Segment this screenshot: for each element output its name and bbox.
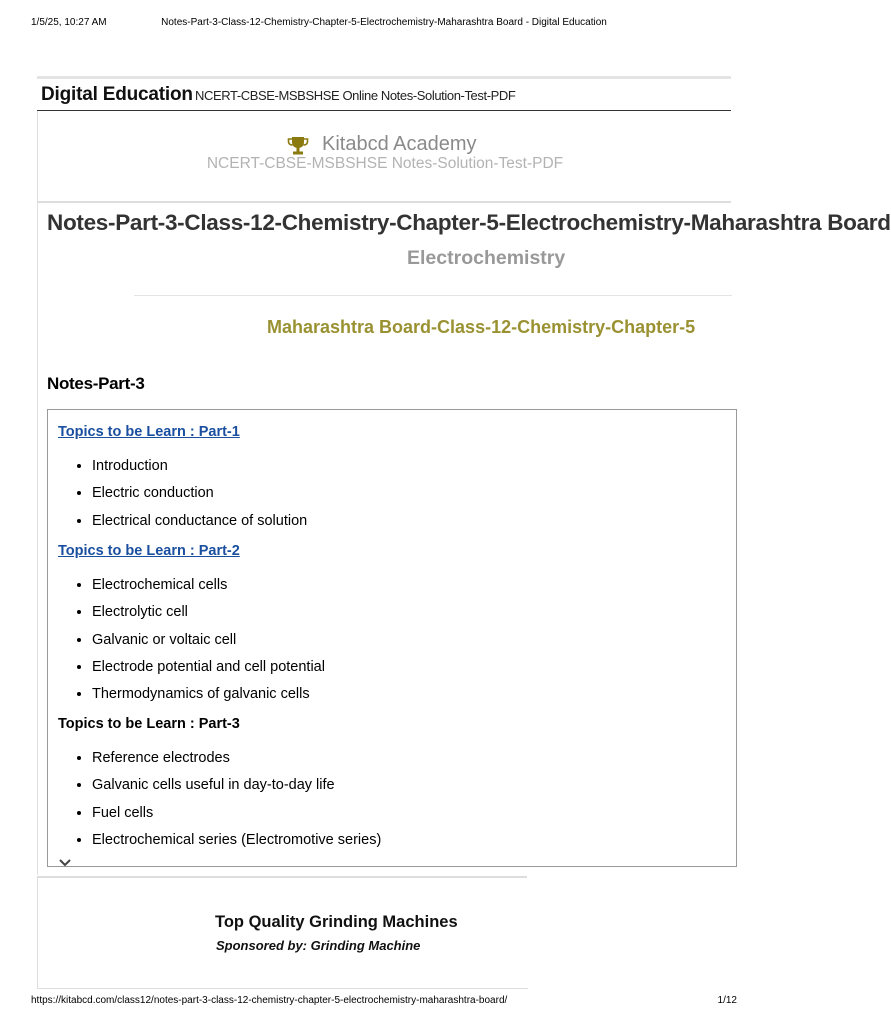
notes-heading: Notes-Part-3 (47, 374, 145, 393)
list-item: • Electrochemical cells (92, 576, 325, 603)
post-title: Notes-Part-3-Class-12-Chemistry-Chapter-5-Electrochemistry-Maharashtra Board (47, 210, 891, 235)
topics-box (47, 409, 737, 867)
print-footer (0, 995, 768, 1009)
list-item: • Electrolytic cell (92, 603, 325, 630)
section-divider (134, 295, 732, 296)
topics-part-3-heading: Topics to be Learn : Part-3 (58, 716, 240, 732)
sponsored-ad[interactable] (37, 878, 528, 989)
list-item: • Thermodynamics of galvanic cells (92, 685, 325, 712)
ad-title[interactable]: Top Quality Grinding Machines (215, 913, 458, 931)
print-url: https://kitabcd.com/class12/notes-part-3-class-12-chemistry-chapter-5-electrochemistry-maharashtra-board/ (31, 995, 508, 1006)
list-item: • Electrochemical series (Electromotive series) (92, 831, 381, 858)
list-item: • Electrode potential and cell potential (92, 658, 325, 685)
topics-part-3-list (74, 749, 381, 858)
site-tagline: NCERT-CBSE-MSBSHSE Online Notes-Solution-Test-PDF (195, 88, 516, 103)
print-header (0, 17, 768, 31)
list-item: • Galvanic cells useful in day-to-day life (92, 776, 381, 803)
topics-part-2-link[interactable]: Topics to be Learn : Part-2 (58, 543, 240, 559)
site-name-link[interactable]: Digital Education (41, 84, 193, 105)
list-item: • Galvanic or voltaic cell (92, 631, 325, 658)
print-document-title: Notes-Part-3-Class-12-Chemistry-Chapter-5-Electrochemistry-Maharashtra Board - Digital Education (161, 17, 607, 28)
list-item: • Reference electrodes (92, 749, 381, 776)
brand-block (37, 111, 732, 201)
brand-subtitle: NCERT-CBSE-MSBSHSE Notes-Solution-Test-PDF (206, 155, 564, 172)
top-divider (37, 76, 731, 79)
list-item: • Fuel cells (92, 804, 381, 831)
list-item: • Electrical conductance of solution (92, 512, 307, 539)
board-chapter-line: Maharashtra Board-Class-12-Chemistry-Chapter-5 (267, 317, 696, 337)
topics-part-2-list (74, 576, 325, 712)
post-subject: Electrochemistry (407, 247, 566, 269)
print-date: 1/5/25, 10:27 AM (31, 17, 107, 28)
chevron-down-icon[interactable] (58, 858, 72, 868)
list-item: • Introduction (92, 457, 307, 484)
list-item: • Electric conduction (92, 484, 307, 511)
trophy-icon (287, 136, 309, 156)
post-content (37, 203, 891, 875)
page-number: 1/12 (717, 995, 737, 1006)
ad-sponsor: Sponsored by: Grinding Machine (216, 938, 421, 953)
brand-name[interactable]: Kitabcd Academy (322, 133, 477, 155)
site-header (37, 80, 731, 111)
topics-part-1-list (74, 457, 307, 539)
topics-part-1-link[interactable]: Topics to be Learn : Part-1 (58, 424, 240, 440)
